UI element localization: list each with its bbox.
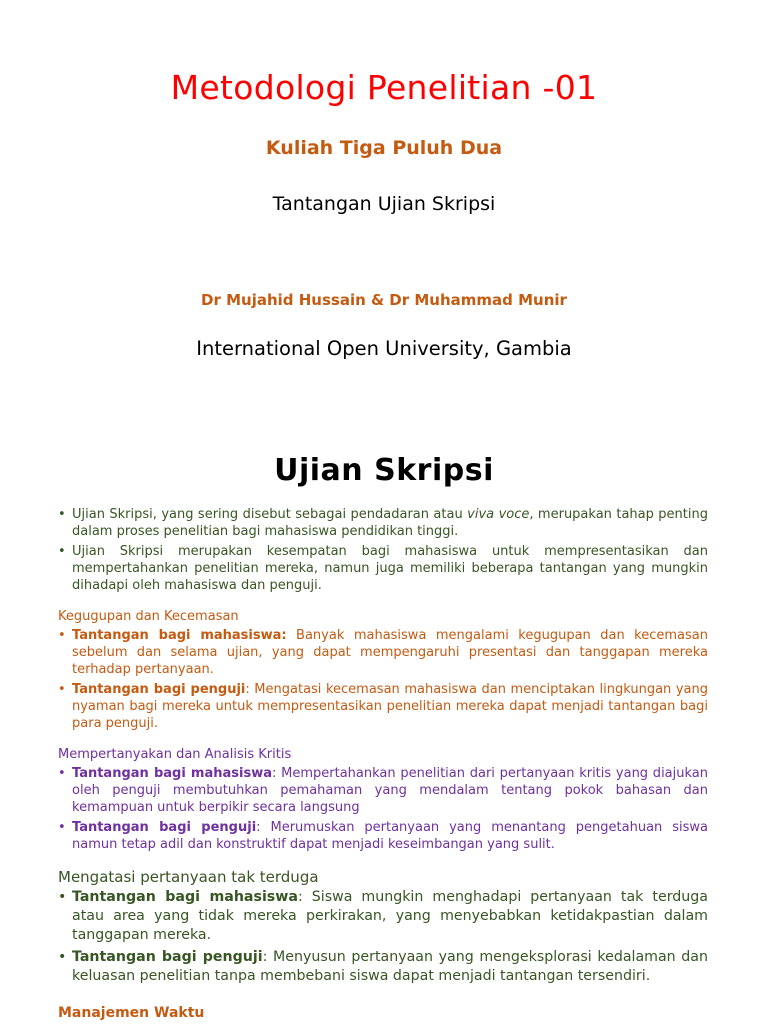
bullet-icon: • xyxy=(58,682,66,697)
section-heading: Ujian Skripsi xyxy=(274,453,494,488)
list-item: • Tantangan bagi mahasiswa: Mempertahankan penelitian dari pertanyaan kritis yang diajukan oleh penguji membutuhkan pemahaman yang mendalam tentang pokok bahasan dan kemampuan untuk berpikir secara langsung xyxy=(58,766,708,815)
group-heading-anxiety: Kegugupan dan Kecemasan xyxy=(58,609,239,624)
bullet-icon: • xyxy=(58,766,66,781)
anxiety-list xyxy=(58,627,708,732)
bullet-icon: • xyxy=(58,507,66,522)
lecture-topic: Tantangan Ujian Skripsi xyxy=(272,193,496,215)
bullet-icon: • xyxy=(58,949,67,965)
intro-list xyxy=(58,506,708,594)
list-item: • Tantangan bagi penguji: Merumuskan pertanyaan yang menantang pengetahuan siswa namun tetap adil dan konstruktif dapat menjadi keseimbangan yang sulit. xyxy=(58,820,708,852)
lecture-subtitle: Kuliah Tiga Puluh Dua xyxy=(265,137,503,159)
list-item: • Tantangan bagi penguji: Mengatasi kecemasan mahasiswa dan menciptakan lingkungan yang nyaman bagi mereka untuk mempresentasikan penelitian mereka dapat menjadi tantangan bagi para penguji. xyxy=(58,682,708,731)
bullet-icon: • xyxy=(58,889,67,905)
critical-analysis-list xyxy=(58,765,708,853)
list-item: • Tantangan bagi mahasiswa: Siswa mungkin menghadapi pertanyaan tak terduga atau area yang tidak mereka perkirakan, yang menyebabkan ketidakpastian dalam tanggapan mereka. xyxy=(58,889,708,943)
list-item: • Tantangan bagi penguji: Menyusun pertanyaan yang mengeksplorasi kedalaman dan keluasan penelitian tanpa membebani siswa dapat menjadi tantangan tersendiri. xyxy=(58,949,708,984)
section-content xyxy=(58,506,708,1022)
list-item: • Tantangan bagi mahasiswa: Banyak mahasiswa mengalami kegugupan dan kecemasan sebelum dan selama ujian, yang dapat mempengaruhi presentasi dan tanggapan mereka terhadap pertanyaan. xyxy=(58,628,708,677)
bullet-icon: • xyxy=(58,544,66,559)
bullet-icon: • xyxy=(58,628,66,643)
document-title: Metodologi Penelitian -01 xyxy=(170,68,598,107)
authors-line: Dr Mujahid Hussain & Dr Muhammad Munir xyxy=(201,291,567,309)
group-heading-time-management: Manajemen Waktu xyxy=(58,1005,205,1021)
unexpected-questions-list xyxy=(58,888,708,986)
group-heading-unexpected-questions: Mengatasi pertanyaan tak terduga xyxy=(58,868,319,886)
list-item: • Ujian Skripsi, yang sering disebut sebagai pendadaran atau viva voce, merupakan tahap penting dalam proses penelitian bagi mahasiswa pendidikan tinggi. xyxy=(58,507,708,539)
university-name: International Open University, Gambia xyxy=(196,337,572,360)
group-heading-critical-analysis: Mempertanyakan dan Analisis Kritis xyxy=(58,747,292,762)
bullet-icon: • xyxy=(58,820,66,835)
list-item: • Ujian Skripsi merupakan kesempatan bagi mahasiswa untuk mempresentasikan dan mempertahankan penelitian mereka, namun juga memiliki beberapa tantangan yang mungkin dihadapi oleh mahasiswa dan penguji. xyxy=(58,544,708,593)
